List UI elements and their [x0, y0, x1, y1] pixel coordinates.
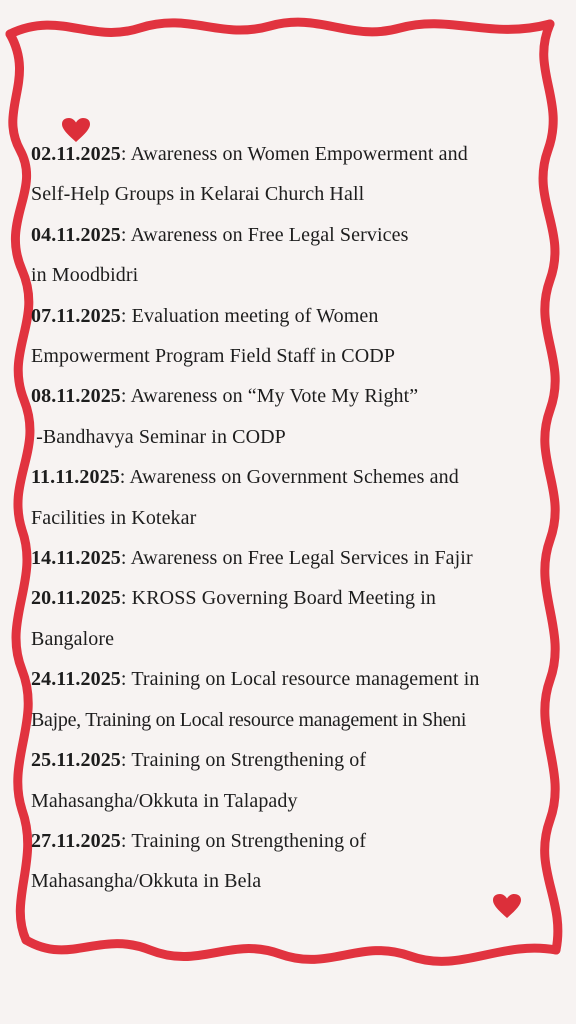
- event-description: Empowerment Program Field Staff in CODP: [31, 345, 396, 368]
- event-description: KROSS Governing Board Meeting in: [131, 587, 436, 610]
- event-date: 20.11.2025: [31, 587, 121, 610]
- event-date: 27.11.2025: [31, 829, 121, 852]
- event-description: in Moodbidri: [31, 264, 139, 287]
- event-date: 08.11.2025: [31, 385, 121, 408]
- event-date: 25.11.2025: [31, 749, 121, 772]
- event-description: Training on Local resource management in: [131, 668, 480, 691]
- event-description: Awareness on Free Legal Services: [130, 223, 409, 246]
- event-description: Facilities in Kotekar: [31, 506, 197, 529]
- event-date: 04.11.2025: [31, 223, 121, 246]
- event-entry: 24.11.2025: Training on Local resource management in Bajpe, Training on Local resource management in Sheni: [31, 668, 480, 731]
- event-entry: 27.11.2025: Training on Strengthening of Mahasangha/Okkuta in Bela: [31, 829, 367, 893]
- event-description: Awareness on Women Empowerment and: [130, 143, 468, 165]
- event-entry: 02.11.2025: Awareness on Women Empowerment and Self-Help Groups in Kelarai Church Hall: [31, 143, 468, 206]
- event-date: 02.11.2025: [31, 143, 121, 165]
- event-entry: 04.11.2025: Awareness on Free Legal Services in Moodbidri: [31, 223, 409, 287]
- event-description: Bangalore: [31, 627, 115, 650]
- event-entry: 25.11.2025: Training on Strengthening of Mahasangha/Okkuta in Talapady: [31, 749, 367, 812]
- event-date: 24.11.2025: [31, 668, 121, 691]
- event-entry: 20.11.2025: KROSS Governing Board Meeting in Bangalore: [31, 587, 436, 650]
- event-entry: 11.11.2025: Awareness on Government Schemes and Facilities in Kotekar: [31, 466, 459, 529]
- event-description: Bajpe, Training on Local resource management in Sheni: [31, 708, 467, 731]
- event-date: 11.11.2025: [31, 466, 120, 489]
- event-description: -Bandhavya Seminar in CODP: [31, 425, 286, 448]
- event-entry: 08.11.2025: Awareness on “My Vote My Right” -Bandhavya Seminar in CODP: [31, 385, 419, 448]
- event-description: Training on Strengthening of: [131, 749, 367, 772]
- event-description: Awareness on Government Schemes and: [129, 466, 459, 489]
- event-description: Mahasangha/Okkuta in Bela: [31, 870, 262, 893]
- event-description: Evaluation meeting of Women: [131, 304, 379, 327]
- event-description: Awareness on “My Vote My Right”: [130, 385, 419, 408]
- event-entry: 07.11.2025: Evaluation meeting of Women Empowerment Program Field Staff in CODP: [31, 304, 396, 368]
- event-date: 07.11.2025: [31, 304, 121, 327]
- event-date: 14.11.2025: [31, 547, 121, 570]
- event-description: Mahasangha/Okkuta in Talapady: [31, 789, 298, 812]
- event-description: Awareness on Free Legal Services in Fajir: [130, 547, 473, 570]
- event-description: Self-Help Groups in Kelarai Church Hall: [31, 183, 365, 206]
- event-entry: 14.11.2025: Awareness on Free Legal Services in Fajir: [31, 547, 473, 570]
- event-description: Training on Strengthening of: [131, 829, 367, 852]
- event-list: [31, 134, 571, 902]
